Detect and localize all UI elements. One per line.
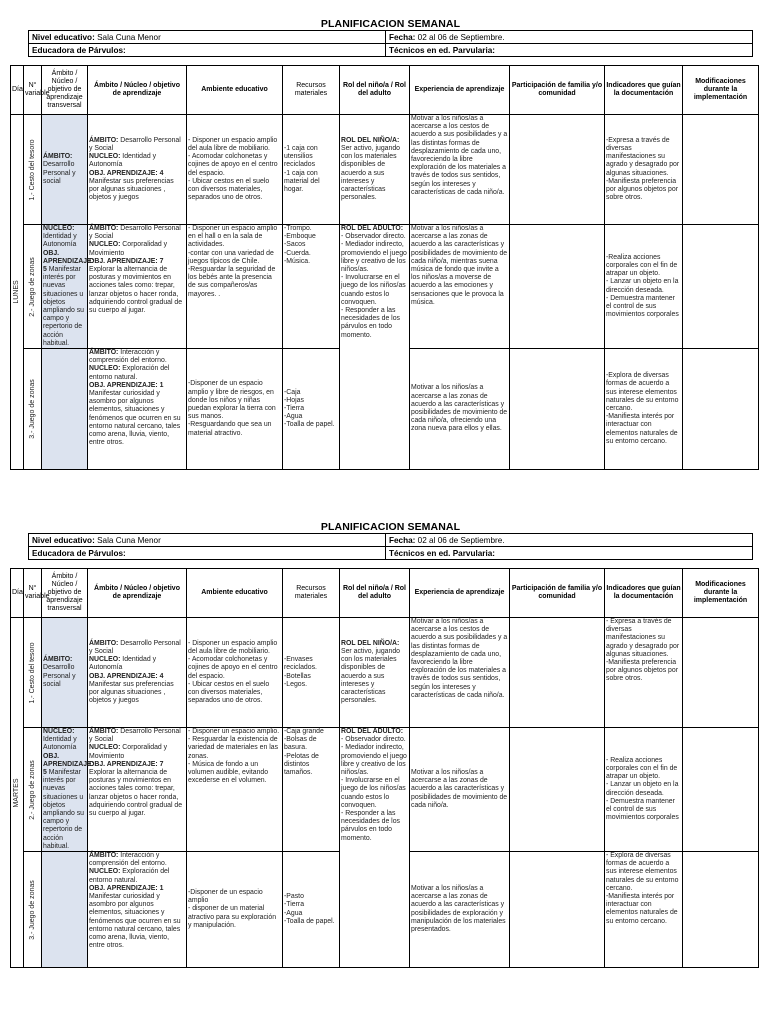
variable-cell <box>24 349 42 470</box>
cell-line: - Ubicar cestos en el suelo con diversos materiales, separados uno de otros. <box>188 680 270 705</box>
cell-line-label: NUCLEO: <box>89 241 121 249</box>
day-label: MARTES <box>12 777 20 808</box>
cell-line-text: Manifestar interés por nuevas situaciones u objetos ampliando su campo y repertorio de acción habitual. <box>43 769 84 850</box>
cell-line: -Envases reciclados. <box>284 656 317 672</box>
cell-line-label: ÁMBITO: <box>89 225 119 232</box>
cell-line-label: ÁMBITO: <box>89 349 119 357</box>
cell-line: -Disponer de un espacio amplio <box>188 889 263 905</box>
fecha-value: 02 al 06 de Septiembre. <box>417 535 505 545</box>
cell-line-label: OBJ. APRENDIZAJE: 1 <box>89 884 164 892</box>
col-header-rol: Rol del niño/a / Rol del adulto <box>340 66 410 115</box>
col-header-indicadores: Indicadores que guían la documentación <box>605 66 683 115</box>
cell-line <box>43 249 94 348</box>
cell-line-text: Manifestar interés por nuevas situaciones u objetos ampliando su campo y repertorio de acción habitual. <box>43 266 84 347</box>
transversal-cell <box>42 852 88 968</box>
cell-line-label: ÁMBITO: <box>89 728 119 735</box>
cell-line: -Hojas <box>284 396 304 404</box>
cell-line: - Explora de diversas formas de acuerdo a sus interese elementos naturales de su entorno cercano. <box>606 852 679 892</box>
col-header-participacion: Participación de familia y/o comunidad <box>510 569 605 618</box>
variable-cell <box>24 225 42 349</box>
variable-cell <box>24 115 42 225</box>
experiencia-cell <box>410 728 510 852</box>
cell-line-text: Manifestar curiosidad y asombro por algunos elementos, situaciones y fenómenos que ocurren en su entorno natural cercano, tales como arena, lluvia, viento, entre otros. <box>89 893 181 950</box>
ambiente-cell <box>187 728 283 852</box>
experiencia-cell <box>410 852 510 968</box>
cell-line: -Resguardando que sea un material atractivo. <box>188 421 272 437</box>
cell-line: -Legos. <box>284 680 307 688</box>
cell-line-text: Explorar la alternancia de posturas y movimientos en acciones tales como: trepar, lanzar objetos o hacer ronda, adquiriendo control gradual de su cuerpo al jugar. <box>89 769 183 818</box>
cell-line: -Caja <box>284 388 301 396</box>
indicadores-cell <box>605 852 683 968</box>
cell-line: - Lanzar un objeto en la dirección deseada. <box>606 781 679 797</box>
cell-line: - Mediador indirecto, promoviendo el juego libre y creativo de los niños/as. <box>341 241 407 274</box>
cell-line: Motivar a los niños/as a acercarse a las zonas de acuerdo a las características y posibilidades de movimiento de cada niño/a, ofreciendo una zona nueva para ellos y ellas. <box>411 384 508 433</box>
experiencia-cell <box>410 349 510 470</box>
cell-line: -Toalla de papel. <box>284 917 335 925</box>
col-header-ambito-nucleo: Ámbito / Núcleo / objetivo de aprendizaje <box>88 569 187 618</box>
cell-line: - Disponer un espacio amplio del aula libre de mobiliario. <box>188 639 278 655</box>
cell-line: Motivar a los niños/as a acercarse a las zonas de acuerdo a las características y posibilidades de exploración y manipulación de los materiales presentados. <box>411 884 506 933</box>
cell-line <box>43 153 86 186</box>
cell-line: -Caja grande <box>284 728 324 735</box>
variable-label: 2.- Juego de zonas <box>28 256 36 317</box>
col-header-ambiente: Ambiente educativo <box>187 569 283 618</box>
fecha-cell <box>386 534 753 547</box>
cell-line <box>89 241 185 257</box>
rol-cell <box>340 728 410 968</box>
modificaciones-cell <box>683 115 759 225</box>
cell-line: -Agua <box>284 413 303 421</box>
cell-line-label: ÁMBITO: <box>89 136 119 144</box>
cell-line-text: Identidad y Autonomía <box>43 233 77 249</box>
cell-line-label: NUCLEO: <box>89 153 121 161</box>
cell-line: -1 caja con material del hogar. <box>284 169 320 193</box>
ambito-cell <box>88 115 187 225</box>
variable-cell <box>24 728 42 852</box>
cell-line: - Expresa a través de diversas manifestaciones su agrado y desagrado por algunas situaciones. <box>606 618 680 658</box>
cell-line: - Observador directo. <box>341 736 406 744</box>
ambito-cell <box>88 852 187 968</box>
col-header-ambito-nucleo: Ámbito / Núcleo / objetivo de aprendizaje <box>88 66 187 115</box>
nivel-label: Nivel educativo: <box>32 535 95 545</box>
cell-line-text: Desarrollo Personal y Social <box>89 728 181 744</box>
cell-line: -Manifiesta interés por interactuar con elementos naturales de su entorno cercano. <box>606 893 678 925</box>
cell-line-label: ROL DEL ADULTO: <box>341 225 404 232</box>
ambito-cell <box>88 349 187 470</box>
sheet-title: PLANIFICACION SEMANAL <box>320 18 461 30</box>
day-cell <box>11 115 24 470</box>
cell-line <box>89 885 185 951</box>
ambiente-cell <box>187 349 283 470</box>
indicadores-cell <box>605 225 683 349</box>
rol-cell <box>340 618 410 728</box>
cell-line <box>43 656 86 689</box>
cell-line: - Lanzar un objeto en la dirección deseada. <box>606 278 679 294</box>
cell-line-label: ÁMBITO: <box>89 639 119 647</box>
cell-line-text: Corporalidad y Movimiento <box>89 744 168 760</box>
nivel-cell <box>29 534 386 547</box>
col-header-recursos: Recursos materiales <box>283 66 340 115</box>
cell-line: -Emboque <box>284 233 316 241</box>
cell-line <box>43 225 86 250</box>
col-header-dia: Día <box>11 66 24 115</box>
fecha-value: 02 al 06 de Septiembre. <box>417 32 505 42</box>
cell-line: -Manifiesta interés por interactuar con elementos naturales de su entorno cercano. <box>606 413 678 445</box>
cell-line: - Demuestra mantener el control de sus movimientos corporales <box>606 294 679 319</box>
cell-line: -Pelotas de distintos tamaños. <box>284 752 319 777</box>
cell-line: - Ubicar cestos en el suelo con diversos materiales, separados uno de otros. <box>188 177 270 202</box>
cell-line: - Disponer un espacio amplio del aula libre de mobiliario. <box>188 136 278 152</box>
variable-label: 1.- Cesto del tesoro <box>28 641 36 704</box>
cell-line: - disponer de un material atractivo para su exploración y manipulación. <box>188 905 277 929</box>
cell-line-text: Manifestar sus preferencias por algunas situaciones , objetos y juegos <box>89 680 174 705</box>
cell-line-text: Explorar la alternancia de posturas y movimientos en acciones tales como: trepar, lanzar objetos o hacer ronda, adquiriendo control gradual de su cuerpo al jugar. <box>89 266 183 315</box>
indicadores-cell <box>605 115 683 225</box>
recursos-cell <box>283 618 340 728</box>
planning-sheet-2 <box>10 521 758 968</box>
ambito-cell <box>88 728 187 852</box>
cell-line: -1 caja con utensilios reciclados <box>284 144 318 169</box>
cell-line-label: NUCLEO: <box>43 728 75 735</box>
cell-line: Motivar a los niños/as a acercarse a los cestos de acuerdo a sus posibilidades y a las distintas formas de desplazamiento de cada uno, favoreciendo la libre exploración de los materiales a través de todos sus sentidos, según los intereses y características de cada niño/a. <box>411 115 508 196</box>
variable-label: 3.- Juego de zonas <box>28 379 36 439</box>
rol-cell <box>340 115 410 225</box>
cell-line-text: Identidad y Autonomía <box>89 153 157 169</box>
day-cell <box>11 618 24 968</box>
modificaciones-cell <box>683 349 759 470</box>
cell-line: -Manifiesta preferencia por algunos objetos por sobre otros. <box>606 177 679 202</box>
cell-line-label: NUCLEO: <box>89 656 121 664</box>
cell-line: Motivar a los niños/as a acercarse a las zonas de acuerdo a las características y posibilidades de movimiento de cada niño/a. <box>411 769 508 809</box>
tecnicos-cell <box>386 547 753 560</box>
cell-line-label: OBJ. APRENDIZAJE: 4 <box>89 672 164 680</box>
cell-line-label: ÁMBITO: <box>43 656 73 664</box>
educadora-label: Educadora de Párvulos: <box>32 45 126 55</box>
cell-line: Motivar a los niños/as a acercarse a las zonas de acuerdo a las características y posibilidades de movimiento de cada niño/a, mientras suena música de fondo que invite a los niños/as a moverse de acuerdo a las emociones y sensaciones que le provoca la música. <box>411 225 508 306</box>
cell-line: - Acomodar colchonetas y cojines de apoyo en el centro del espacio. <box>188 656 278 680</box>
cell-line-label: ÁMBITO: <box>89 852 119 860</box>
cell-line: - Responder a las necesidades de los párvulos en todo momento. <box>341 810 400 842</box>
fecha-label: Fecha: <box>389 32 416 42</box>
cell-line <box>89 382 185 448</box>
cell-line-text: Manifestar curiosidad y asombro por algunos elementos, situaciones y fenómenos que ocurren en su entorno natural cercano, tales como arena, lluvia, viento, entre otros. <box>89 390 181 447</box>
cell-line: -Agua <box>284 909 303 917</box>
col-header-ambito-transversal: Ámbito / Núcleo / objetivo de aprendizaje transversal <box>42 569 88 618</box>
cell-line-label: NUCLEO: <box>89 365 121 373</box>
cell-line <box>89 258 185 315</box>
cell-line-label: ROL DEL ADULTO: <box>341 728 404 735</box>
cell-line-text: Interacción y comprensión del entorno. <box>89 852 167 868</box>
cell-line: -Música. <box>284 257 311 265</box>
info-table <box>28 30 753 57</box>
indicadores-cell <box>605 618 683 728</box>
experiencia-cell <box>410 225 510 349</box>
cell-line-text: Desarrollo Personal y Social <box>89 639 181 655</box>
participacion-cell <box>510 349 605 470</box>
cell-line-label: ROL DEL NIÑO/A: <box>341 136 400 144</box>
nivel-value: Sala Cuna Menor <box>97 535 161 545</box>
modificaciones-cell <box>683 618 759 728</box>
cell-line <box>89 761 185 818</box>
variable-cell <box>24 852 42 968</box>
indicadores-cell <box>605 728 683 852</box>
cell-line <box>89 170 185 203</box>
cell-line <box>89 852 185 868</box>
cell-line-text: Exploración del entorno natural. <box>89 365 170 381</box>
modificaciones-cell <box>683 225 759 349</box>
cell-line-label: OBJ. APRENDIZAJE: 1 <box>89 381 164 389</box>
cell-line-text: Desarrollo Personal y social <box>43 161 76 185</box>
recursos-cell <box>283 728 340 852</box>
cell-line: - Música de fondo a un volumen audible, evitando excederse en el volumen. <box>188 760 269 785</box>
col-header-participacion: Participación de familia y/o comunidad <box>510 66 605 115</box>
cell-line: -Botellas <box>284 672 311 680</box>
ambiente-cell <box>187 225 283 349</box>
tecnicos-label: Técnicos en ed. Parvularia: <box>389 45 496 55</box>
ambiente-cell <box>187 852 283 968</box>
col-header-ambiente: Ambiente educativo <box>187 66 283 115</box>
cell-line: -Sacos <box>284 241 306 249</box>
educadora-label: Educadora de Párvulos: <box>32 548 126 558</box>
nivel-cell <box>29 31 386 44</box>
table-row <box>11 618 759 728</box>
col-header-experiencia: Experiencia de aprendizaje <box>410 569 510 618</box>
cell-line <box>89 349 185 365</box>
cell-line: -Tierra <box>284 404 305 412</box>
col-header-ambito-transversal: Ámbito / Núcleo / objetivo de aprendizaje transversal <box>42 66 88 115</box>
experiencia-cell <box>410 618 510 728</box>
cell-line: -Manifiesta preferencia por algunos objetos por sobre otros. <box>606 659 679 683</box>
modificaciones-cell <box>683 852 759 968</box>
cell-line <box>341 728 408 736</box>
cell-line <box>89 728 185 744</box>
transversal-cell <box>42 349 88 470</box>
cell-line-label: OBJ. APRENDIZAJE: 7 <box>89 760 164 768</box>
cell-line-text: Identidad y Autonomía <box>89 656 157 672</box>
col-header-rol: Rol del niño/a / Rol del adulto <box>340 569 410 618</box>
col-header-recursos: Recursos materiales <box>283 569 340 618</box>
cell-line-label: OBJ. APRENDIZAJE: 5 <box>43 752 94 777</box>
cell-line <box>89 868 185 884</box>
cell-line-label: OBJ. APRENDIZAJE: 5 <box>43 249 94 274</box>
info-table <box>28 533 753 560</box>
col-header-variable: N° variable <box>24 569 42 618</box>
cell-line-text: Desarrollo Personal y Social <box>89 225 181 241</box>
nivel-label: Nivel educativo: <box>32 32 95 42</box>
transversal-cell <box>42 728 94 852</box>
experiencia-cell <box>410 115 510 225</box>
transversal-cell <box>42 225 94 349</box>
table-row <box>11 115 759 225</box>
cell-line <box>89 137 185 153</box>
cell-line: - Disponer un espacio amplio en el hall o en la sala de actividades. <box>188 225 278 249</box>
cell-line <box>89 153 185 169</box>
cell-line: -Tierra <box>284 901 305 909</box>
ambiente-cell <box>187 115 283 225</box>
variable-label: 3.- Juego de zonas <box>28 879 36 940</box>
participacion-cell <box>510 115 605 225</box>
cell-line: - Involucrarse en el juego de los niños/as cuando estos lo convoquen. <box>341 274 406 306</box>
cell-line: -Expresa a través de diversas manifestaciones su agrado y desagrado por algunas situaciones. <box>606 136 680 177</box>
cell-line <box>43 752 94 851</box>
cell-line: Motivar a los niños/as a acercarse a los cestos de acuerdo a sus posibilidades y a las distintas formas de desplazamiento de cada uno, favoreciendo la libre exploración de los materiales a través de todos sus sentidos, según los intereses y características de cada niño/a. <box>411 618 508 699</box>
variable-label: 1.- Cesto del tesoro <box>28 138 36 201</box>
cell-line-text: Ser activo, jugando con los materiales disponibles de acuerdo a sus intereses y características personales. <box>341 647 400 705</box>
recursos-cell <box>283 349 340 470</box>
day-label: LUNES <box>12 280 20 304</box>
cell-line-text: Manifestar sus preferencias por algunas situaciones , objetos y juegos <box>89 177 174 202</box>
col-header-variable: N° variable <box>24 66 42 115</box>
cell-line: -Disponer de un espacio amplio y libre de riesgos, en donde los niños y niñas puedan explorar la tierra con sus manos. <box>188 380 276 421</box>
cell-line <box>43 728 86 753</box>
cell-line <box>89 673 185 706</box>
cell-line <box>341 137 408 203</box>
variable-label: 2.- Juego de zonas <box>28 759 36 820</box>
variable-cell <box>24 618 42 728</box>
col-header-experiencia: Experiencia de aprendizaje <box>410 66 510 115</box>
modificaciones-cell <box>683 728 759 852</box>
transversal-cell <box>42 115 88 225</box>
ambito-cell <box>88 618 187 728</box>
cell-line-text: Interacción y comprensión del entorno. <box>89 349 167 365</box>
col-header-modificaciones: Modificaciones durante la implementación <box>683 66 759 115</box>
planning-grid <box>10 65 759 470</box>
cell-line-text: Desarrollo Personal y Social <box>89 136 181 152</box>
cell-line: -Pasto <box>284 893 304 901</box>
participacion-cell <box>510 852 605 968</box>
sheet-title: PLANIFICACION SEMANAL <box>320 521 461 533</box>
cell-line-text: Ser activo, jugando con los materiales disponibles de acuerdo a sus intereses y características personales. <box>341 144 400 202</box>
cell-line: -Realiza acciones corporales con el fin de atrapar un objeto. <box>606 253 678 278</box>
cell-line: -Bolsas de basura. <box>284 736 317 752</box>
cell-line <box>341 225 408 233</box>
educadora-cell <box>29 547 386 560</box>
cell-line: - Involucrarse en el juego de los niños/as cuando estos lo convoquen. <box>341 777 406 809</box>
cell-line: - Disponer un espacio amplio. <box>188 728 280 735</box>
cell-line-label: NUCLEO: <box>89 744 121 752</box>
participacion-cell <box>510 728 605 852</box>
tecnicos-label: Técnicos en ed. Parvularia: <box>389 548 496 558</box>
col-header-dia: Día <box>11 569 24 618</box>
cell-line: - Observador directo. <box>341 233 406 241</box>
ambito-cell <box>88 225 187 349</box>
cell-line <box>89 365 185 381</box>
cell-line: - Mediador indirecto, promoviendo el juego libre y creativo de los niños/as. <box>341 744 407 777</box>
participacion-cell <box>510 618 605 728</box>
participacion-cell <box>510 225 605 349</box>
cell-line: - Realiza acciones corporales con el fin de atrapar un objeto. <box>606 756 678 781</box>
nivel-value: Sala Cuna Menor <box>97 32 161 42</box>
cell-line: - Demuestra mantener el control de sus movimientos corporales <box>606 797 679 822</box>
cell-line <box>89 656 185 672</box>
cell-line-text: Identidad y Autonomía <box>43 736 77 752</box>
cell-line-label: ÁMBITO: <box>43 153 73 161</box>
cell-line-label: NUCLEO: <box>89 868 121 876</box>
educadora-cell <box>29 44 386 57</box>
cell-line <box>89 225 185 241</box>
cell-line: -Cuerda. <box>284 249 311 257</box>
table-row <box>11 225 759 349</box>
cell-line-label: NUCLEO: <box>43 225 75 232</box>
cell-line-text: Desarrollo Personal y social <box>43 664 76 688</box>
recursos-cell <box>283 225 340 349</box>
table-row <box>11 728 759 852</box>
cell-line-label: OBJ. APRENDIZAJE: 4 <box>89 169 164 177</box>
transversal-cell <box>42 618 88 728</box>
cell-line: -Explora de diversas formas de acuerdo a sus interese elementos naturales de su entorno cercano. <box>606 372 679 412</box>
fecha-label: Fecha: <box>389 535 416 545</box>
cell-line-text: Corporalidad y Movimiento <box>89 241 168 257</box>
cell-line: -Toalla de papel. <box>284 421 335 429</box>
cell-line <box>89 744 185 760</box>
fecha-cell <box>386 31 753 44</box>
cell-line: -Trompo. <box>284 225 312 232</box>
cell-line-label: ROL DEL NIÑO/A: <box>341 639 400 647</box>
cell-line: -Resguardar la seguridad de los bebés ante la presencia de sus compañeros/as mayores. . <box>188 266 276 298</box>
recursos-cell <box>283 115 340 225</box>
cell-line-text: Exploración del entorno natural. <box>89 868 170 884</box>
planning-grid <box>10 568 759 968</box>
ambiente-cell <box>187 618 283 728</box>
cell-line-label: OBJ. APRENDIZAJE: 7 <box>89 257 164 265</box>
rol-cell <box>340 225 410 470</box>
col-header-indicadores: Indicadores que guían la documentación <box>605 569 683 618</box>
col-header-modificaciones: Modificaciones durante la implementación <box>683 569 759 618</box>
cell-line: - Responder a las necesidades de los párvulos en todo momento. <box>341 307 400 339</box>
cell-line <box>89 640 185 656</box>
recursos-cell <box>283 852 340 968</box>
tecnicos-cell <box>386 44 753 57</box>
cell-line: -contar con una variedad de juegos típicos de Chile. <box>188 249 274 265</box>
cell-line: - Acomodar colchonetas y cojines de apoyo en el centro del espacio. <box>188 153 278 177</box>
planning-sheet-1 <box>10 18 758 470</box>
indicadores-cell <box>605 349 683 470</box>
cell-line <box>341 640 408 706</box>
cell-line: - Resguardar la existencia de variedad de materiales en las zonas. <box>188 736 279 760</box>
